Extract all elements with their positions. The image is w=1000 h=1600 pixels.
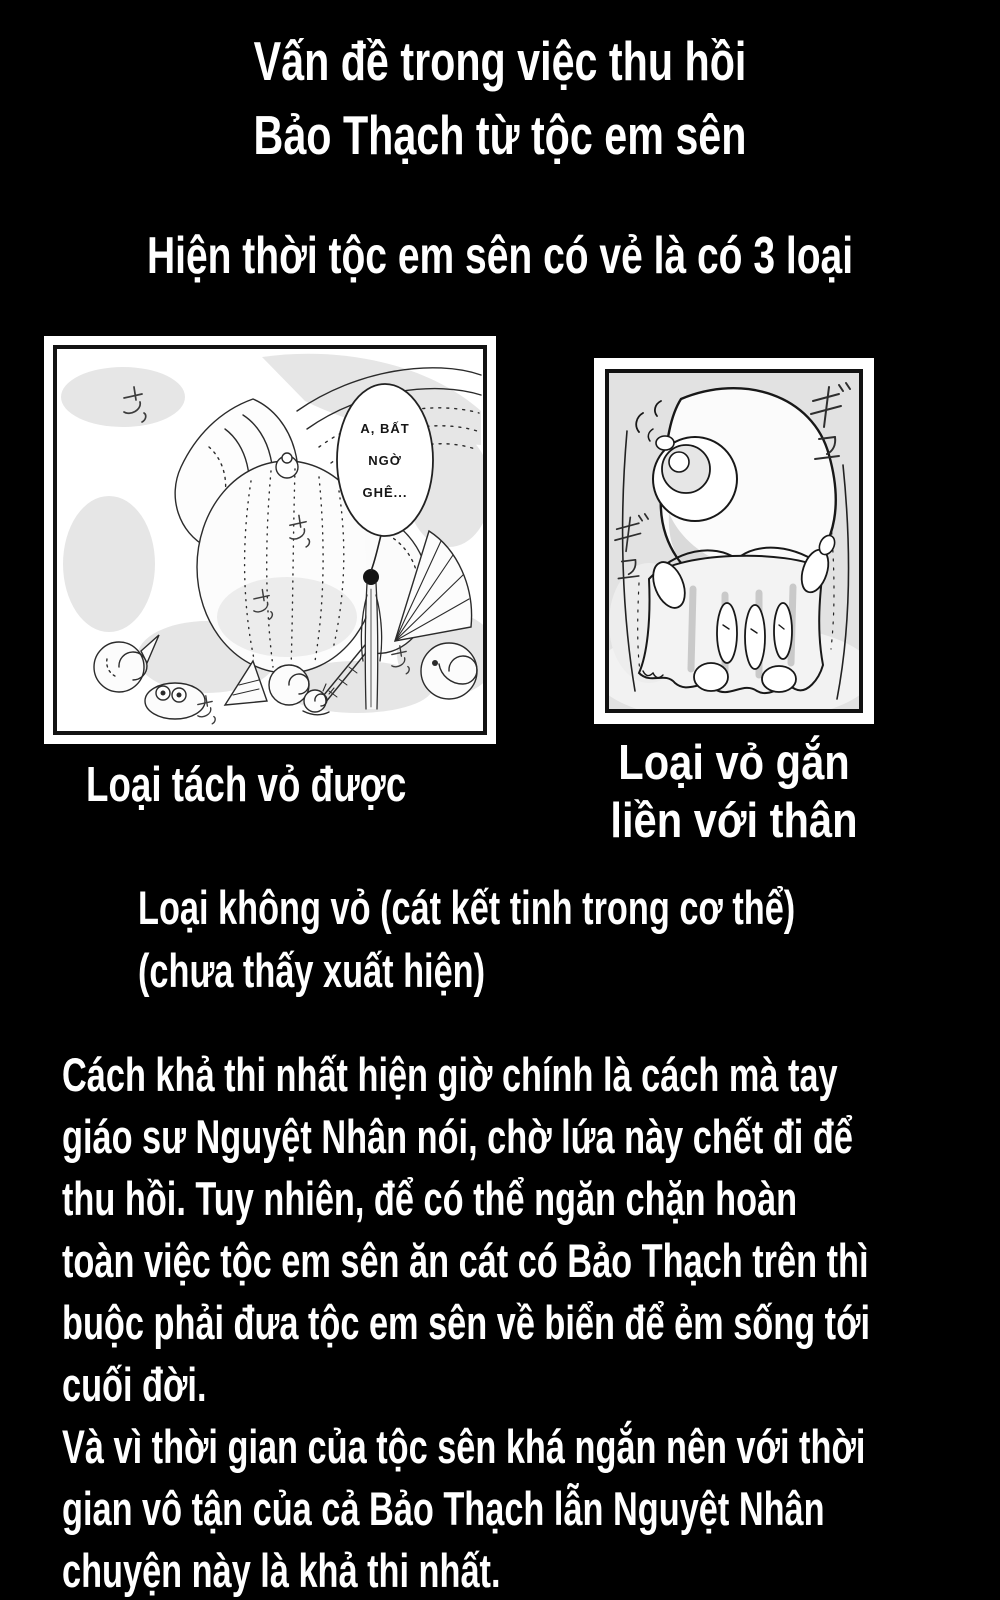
caption-shell-attached-line2: liền với thân (610, 794, 858, 848)
page-title (125, 24, 875, 172)
body-line: Cách khả thi nhất hiện giờ chính là cách mà tay (62, 1048, 838, 1101)
panel-border (605, 369, 863, 713)
body-paragraph (62, 1044, 870, 1600)
body-line: cuối đời. (62, 1358, 207, 1411)
body-line: thu hồi. Tuy nhiên, để có thể ngăn chặn hoàn (62, 1172, 798, 1225)
speech-bubble-text-line2: NGỜ (368, 453, 402, 468)
page-title-line2: Bảo Thạch từ tộc em sên (253, 104, 747, 166)
caption-shell-attached (530, 734, 938, 850)
note-shell-less-line2: (chưa thấy xuất hiện) (138, 944, 486, 997)
note-shell-less-line1: Loại không vỏ (cát kết tinh trong cơ thể) (138, 881, 796, 934)
caption-shell-separable: Loại tách vỏ được (86, 758, 407, 812)
snail-creature-artwork (609, 373, 859, 709)
body-line: giáo sư Nguyệt Nhân nói, chờ lứa này chết đi để (62, 1110, 853, 1163)
body-line: buộc phải đưa tộc em sên về biển để ẻm sống tới (62, 1296, 871, 1349)
body-line: gian vô tận của cả Bảo Thạch lẫn Nguyệt Nhân (62, 1482, 825, 1535)
manga-panel-shell-attached (594, 358, 874, 724)
speech-bubble-text-line1: A, BẤT (360, 421, 410, 436)
panel-border (53, 345, 487, 735)
body-line: Và vì thời gian của tộc sên khá ngắn nên với thời (62, 1420, 866, 1473)
seafloor-shells-artwork (57, 349, 483, 731)
subtitle: Hiện thời tộc em sên có vẻ là có 3 loại (146, 227, 854, 285)
note-shell-less-type (138, 876, 795, 1002)
body-line: toàn việc tộc em sên ăn cát có Bảo Thạch trên thì (62, 1234, 869, 1287)
body-line: chuyện này là khả thi nhất. (62, 1544, 501, 1597)
manga-panel-shell-separable (44, 336, 496, 744)
caption-shell-attached-line1: Loại vỏ gắn (618, 736, 850, 790)
page-title-line1: Vấn đề trong việc thu hồi (253, 30, 747, 92)
speech-bubble-text-line3: GHÊ... (362, 485, 408, 500)
